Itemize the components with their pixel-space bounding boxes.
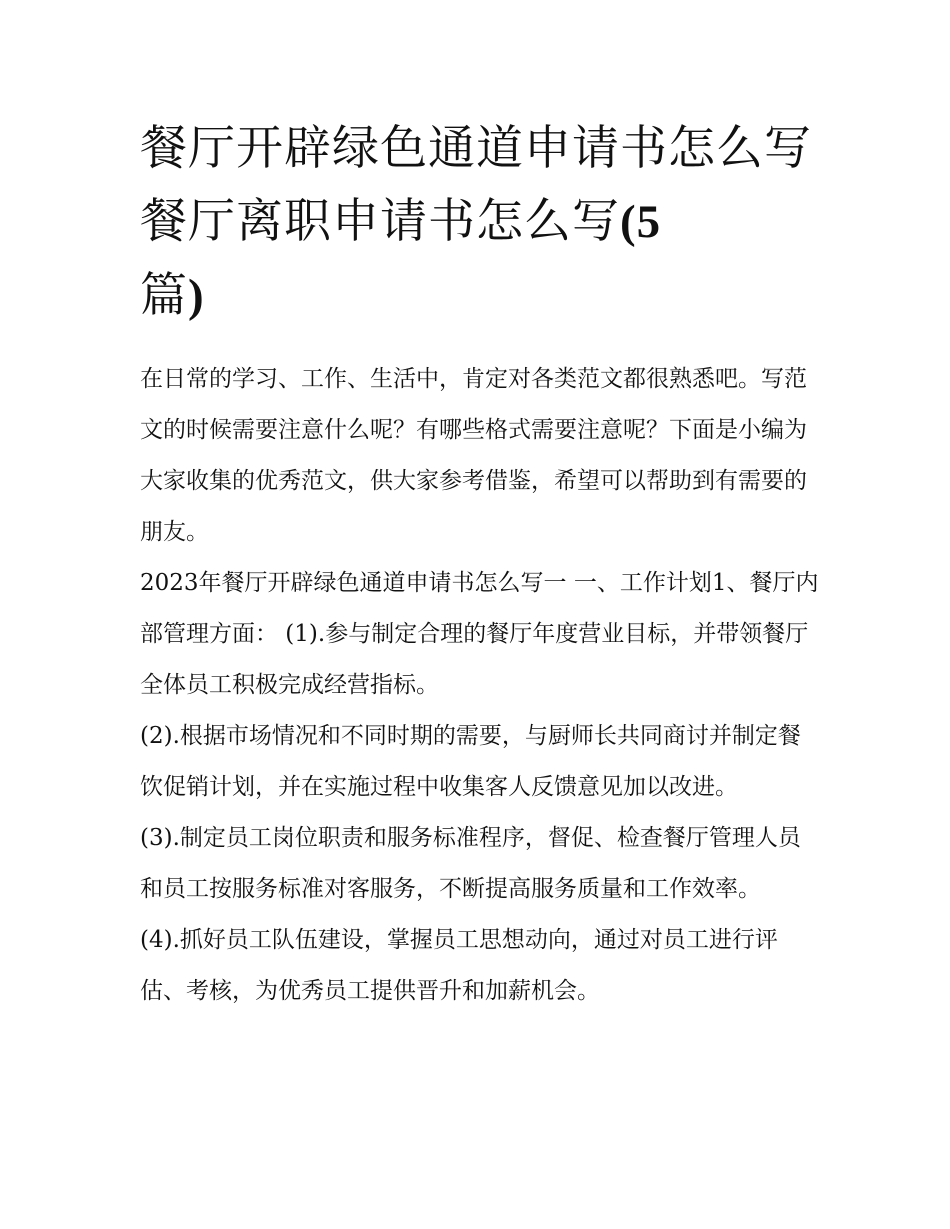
body-paragraph-2: (2).根据市场情况和不同时期的需要，与厨师长共同商讨并制定餐饮促销计划，并在实施过程中收集客人反馈意见加以改进。	[140, 723, 801, 800]
document-title	[140, 112, 820, 333]
title-count-close: )	[188, 270, 205, 322]
body-paragraph-3: (3).制定员工岗位职责和服务标准程序，督促、检查餐厅管理人员和员工按服务标准对客服务，不断提高服务质量和工作效率。	[140, 825, 801, 902]
intro-paragraph: 在日常的学习、工作、生活中，肯定对各类范文都很熟悉吧。写范文的时候需要注意什么呢？有哪些格式需要注意呢？下面是小编为大家收集的优秀范文，供大家参考借鉴，希望可以帮助到有需要的朋友。	[140, 366, 807, 545]
body-paragraph-4: (4).抓好员工队伍建设，掌握员工思想动向，通过对员工进行评估、考核，为优秀员工提供晋升和加薪机会。	[140, 927, 778, 1004]
document-body	[140, 354, 820, 1017]
title-text-2: 篇	[140, 268, 188, 323]
body-paragraph-1: 2023年餐厅开辟绿色通道申请书怎么写一 一、工作计划1、餐厅内部管理方面： (1).参与制定合理的餐厅年度营业目标，并带领餐厅全体员工积极完成经营指标。	[140, 570, 819, 698]
title-text: 餐厅开辟绿色通道申请书怎么写 餐厅离职申请书怎么写	[140, 121, 812, 249]
title-count-open: (5	[620, 196, 662, 248]
